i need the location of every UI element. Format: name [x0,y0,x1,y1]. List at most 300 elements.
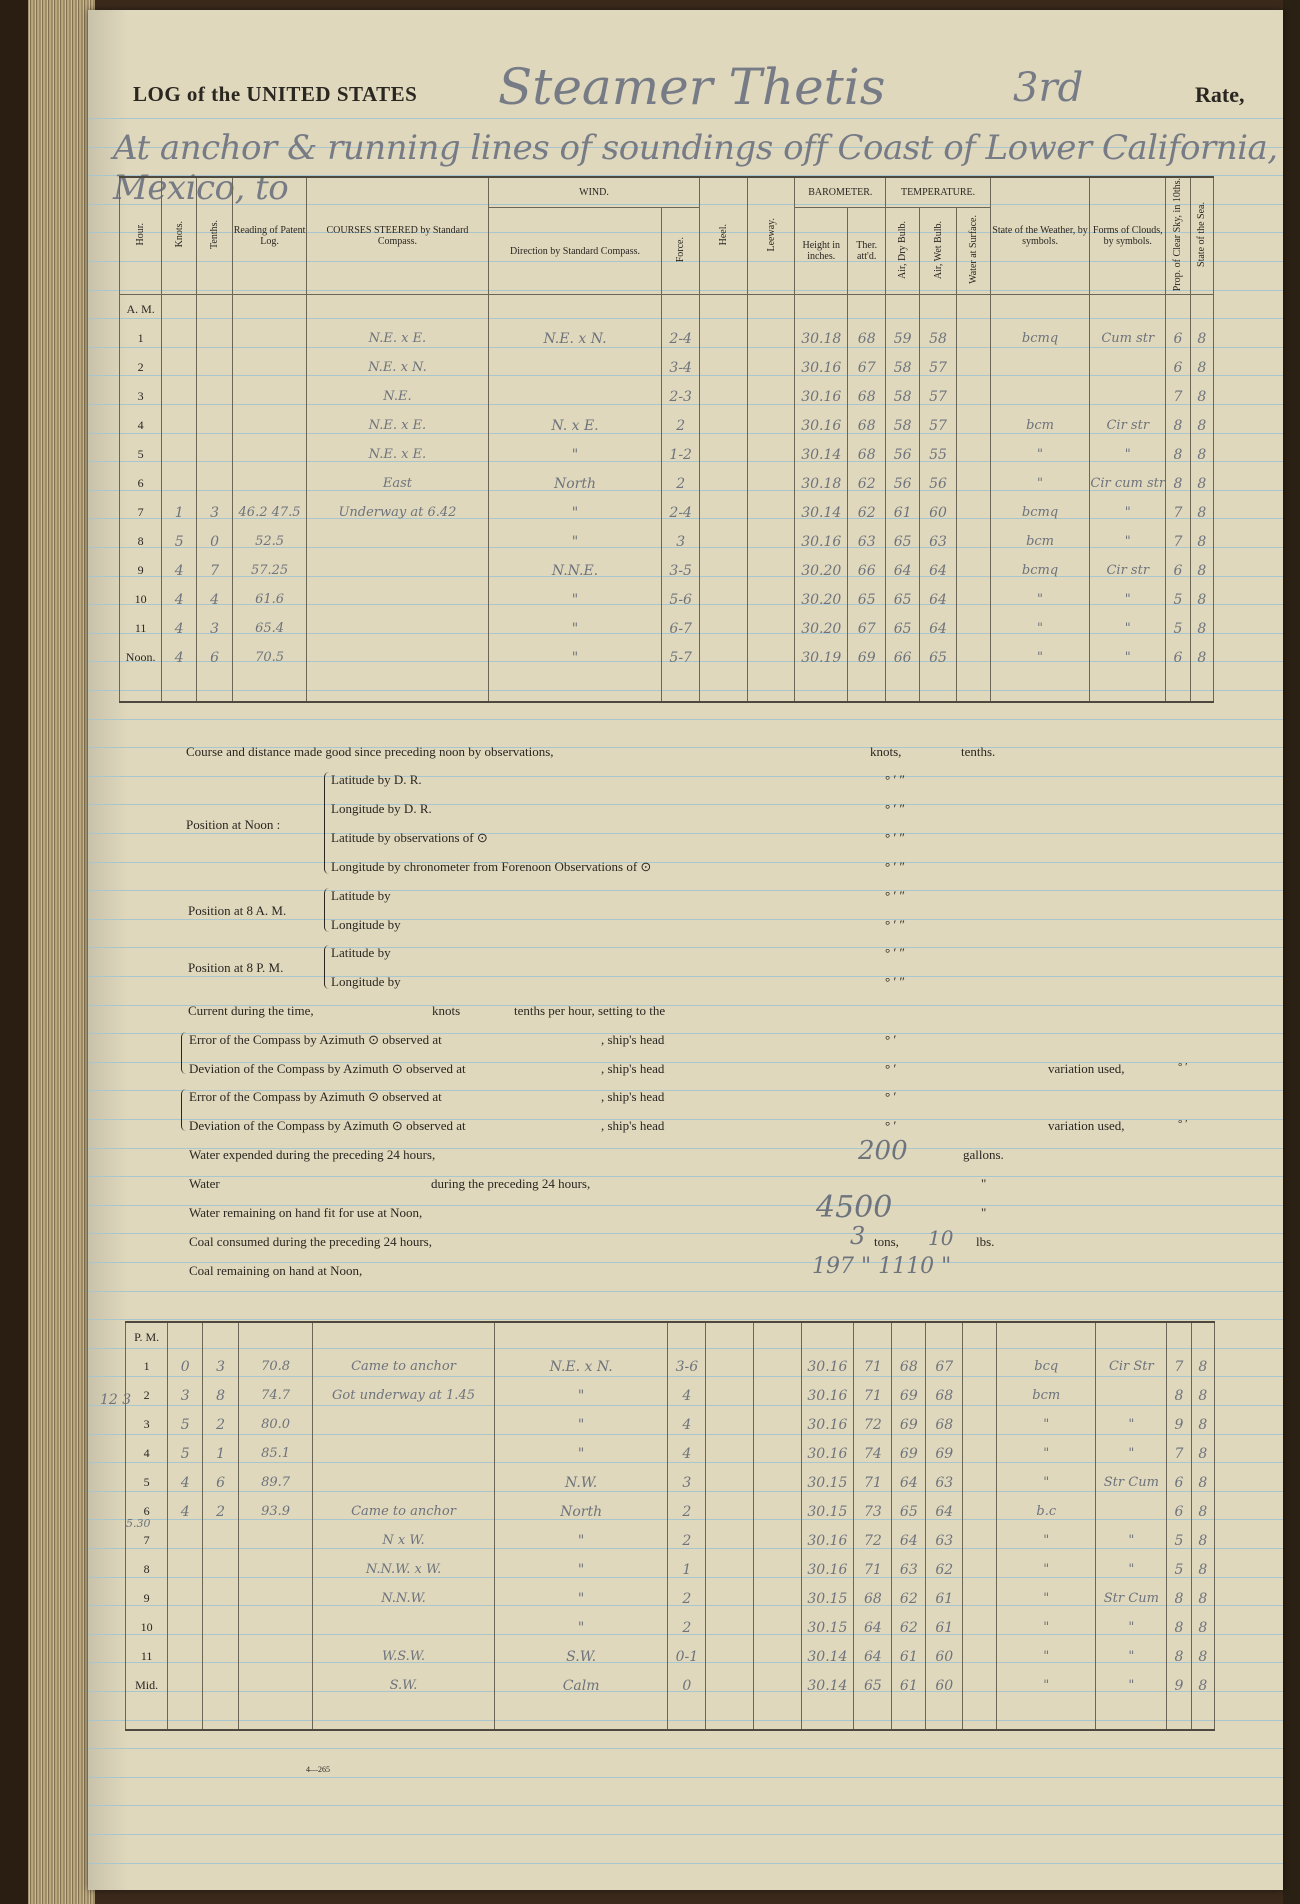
am-dry-cell: 56 [886,469,920,498]
am-force-cell: 3 [662,527,700,556]
am-heel-cell [700,614,748,643]
pm-sea-cell: 8 [1191,1671,1214,1700]
brace [324,888,329,932]
am-ther-cell: 67 [848,614,886,643]
pm-log-cell: 89.7 [239,1468,313,1497]
pm-margin-mark: 12 3 [100,1392,132,1408]
pm-hour: 7 [126,1526,168,1555]
am-tenths-cell: 4 [197,585,233,614]
am-heel-cell [700,527,748,556]
coal-consumed-label: Coal consumed during the preceding 24 hours, [189,1234,432,1249]
am-water-cell [957,324,991,353]
am-bar-cell: 30.18 [795,324,848,353]
pm-sky-cell: 6 [1167,1468,1191,1497]
am-hour: 3 [120,382,162,411]
pm-wet-cell: 64 [926,1497,963,1526]
pm-wind-cell: " [494,1613,667,1642]
pm-sea-cell: 8 [1191,1468,1214,1497]
pm-weather-cell: " [997,1468,1096,1497]
pm-ther-cell: 64 [854,1642,892,1671]
pm-course-cell: Came to anchor [313,1352,495,1381]
am-bar-cell: 30.16 [795,527,848,556]
pm-wind-cell: N.W. [494,1468,667,1497]
error-compass-label: Error of the Compass by Azimuth ⊙ observed at [189,1032,442,1047]
pm-heel-cell [706,1584,754,1613]
am-ther-cell: 69 [848,643,886,672]
am-knots-cell [162,324,197,353]
am-tenths-cell [197,411,233,440]
am-row [120,411,1214,440]
am-sky-cell: 8 [1166,440,1190,469]
am-sky-cell: 6 [1166,324,1190,353]
pm-knots-cell: 5 [168,1410,203,1439]
am-heel-cell [700,469,748,498]
am-row [120,614,1214,643]
am-weather-cell: " [990,469,1089,498]
ruled-line [88,1291,1283,1292]
am-clouds-cell: Cir str [1090,411,1166,440]
am-label-row [120,295,1214,325]
pm-heel-cell [706,1671,754,1700]
am-row [120,353,1214,382]
am-log-cell: 52.5 [233,527,307,556]
am-heel-cell [700,643,748,672]
am-clouds-cell: Cir str [1090,556,1166,585]
am-wind-cell: " [488,614,661,643]
pm-water-cell [963,1468,997,1497]
am-log-cell [233,382,307,411]
pm-tenths-cell: 1 [203,1439,239,1468]
am-force-cell: 6-7 [662,614,700,643]
am-leeway-cell [747,614,795,643]
pm-dry-cell: 62 [892,1584,926,1613]
pm-wind-cell: " [494,1584,667,1613]
water-expended-label: Water expended during the preceding 24 hours, [189,1147,436,1162]
am-water-cell [957,614,991,643]
pm-dry-cell: 64 [892,1468,926,1497]
am-wind-cell: N. x E. [488,411,661,440]
pm-water-cell [963,1642,997,1671]
pm-force-cell: 3 [668,1468,706,1497]
am-dry-cell: 58 [886,382,920,411]
pm-sea-cell: 8 [1191,1352,1214,1381]
pm-log-cell: 85.1 [239,1439,313,1468]
pm-weather-cell: " [997,1613,1096,1642]
am-heel-cell [700,585,748,614]
am-sky-cell: 5 [1166,585,1190,614]
am-clouds-cell: " [1090,643,1166,672]
am-sky-cell: 7 [1166,382,1190,411]
pm-wet-cell: 63 [926,1468,963,1497]
ruled-line [88,804,1283,805]
am-weather-cell: bcmq [990,324,1089,353]
pm-wind-cell: N.E. x N. [494,1352,667,1381]
deg-min: ° ′ [885,1118,897,1133]
am-sea-cell: 8 [1190,643,1213,672]
col-sea: State of the Sea. [1190,177,1213,295]
ruled-line [88,1863,1283,1864]
am-wet-cell: 55 [920,440,957,469]
pm-tenths-cell [203,1555,239,1584]
am-log-cell: 61.6 [233,585,307,614]
pm-row [126,1381,1215,1410]
col-tenths: Tenths. [197,177,233,295]
pm-course-cell [313,1468,495,1497]
pm-log-cell: 74.7 [239,1381,313,1410]
vessel-name: Steamer Thetis [498,58,886,116]
am-log-cell [233,440,307,469]
pm-heel-cell [706,1642,754,1671]
pm-water-cell [963,1352,997,1381]
am-force-cell: 2 [662,411,700,440]
pm-knots-cell [168,1526,203,1555]
deg-min-sec: ° ′ ″ [885,917,905,932]
book-edge-right [1283,0,1300,1904]
deg-min-sec: ° ′ ″ [885,859,905,874]
col-wind-direction: Direction by Standard Compass. [488,208,661,295]
am-heel-cell [700,556,748,585]
water-label: Water [189,1176,220,1191]
am-sea-cell: 8 [1190,614,1213,643]
am-sea-cell: 8 [1190,411,1213,440]
am-clouds-cell: Cum str [1090,324,1166,353]
pm-wind-cell: " [494,1526,667,1555]
am-row [120,643,1214,672]
pm-course-cell: Came to anchor [313,1497,495,1526]
deg-min-sec: ° ′ ″ [885,801,905,816]
pm-log-cell [239,1642,313,1671]
pm-dry-cell: 61 [892,1642,926,1671]
tenths-label: tenths. [961,744,996,759]
am-wind-cell: N.N.E. [488,556,661,585]
am-course-cell: N.E. x E. [307,411,489,440]
pm-clouds-cell: Str Cum [1096,1468,1167,1497]
am-row [120,440,1214,469]
ruled-line [88,890,1283,891]
variation-used-label: variation used, [1048,1061,1125,1076]
ruled-line [88,1805,1283,1806]
pm-hour: 10 [126,1613,168,1642]
am-sea-cell: 8 [1190,469,1213,498]
col-hour: Hour. [120,177,162,295]
ruled-line [88,719,1283,720]
am-sky-cell: 6 [1166,353,1190,382]
col-clouds: Forms of Clouds, by symbols. [1090,177,1166,295]
pm-knots-cell: 0 [168,1352,203,1381]
am-log-cell [233,324,307,353]
pm-row [126,1526,1215,1555]
pm-leeway-cell [753,1642,801,1671]
am-sky-cell: 8 [1166,411,1190,440]
pm-filler-row [126,1700,1215,1730]
pm-sea-cell: 8 [1191,1410,1214,1439]
am-row [120,382,1214,411]
lbs-label: lbs. [976,1234,995,1249]
pm-bar-cell: 30.16 [801,1410,854,1439]
am-water-cell [957,353,991,382]
pm-bar-cell: 30.15 [801,1584,854,1613]
error-compass-label: Error of the Compass by Azimuth ⊙ observed at [189,1089,442,1104]
pm-clouds-cell: Cir Str [1096,1352,1167,1381]
am-log-cell [233,469,307,498]
am-ther-cell: 62 [848,498,886,527]
pm-clouds-cell: " [1096,1555,1167,1584]
am-wet-cell: 63 [920,527,957,556]
am-row [120,585,1214,614]
am-ther-cell: 68 [848,440,886,469]
pm-force-cell: 3-6 [668,1352,706,1381]
ruled-line [88,118,1283,119]
pm-clouds-cell: " [1096,1526,1167,1555]
am-tenths-cell: 0 [197,527,233,556]
pm-knots-cell [168,1671,203,1700]
am-tenths-cell: 7 [197,556,233,585]
am-tenths-cell: 3 [197,614,233,643]
am-knots-cell [162,440,197,469]
pm-sea-cell: 8 [1191,1526,1214,1555]
am-bar-cell: 30.18 [795,469,848,498]
am-heel-cell [700,324,748,353]
ditto-mark: " [981,1176,987,1191]
pm-water-cell [963,1439,997,1468]
am-wet-cell: 64 [920,556,957,585]
deg-min-sec: ° ′ ″ [885,888,905,903]
ruled-line [88,776,1283,777]
pm-heel-cell [706,1497,754,1526]
pm-wet-cell: 68 [926,1381,963,1410]
am-filler-row [120,672,1214,702]
deg-min: ° ′ [885,1089,897,1104]
pm-course-cell: N.N.W. x W. [313,1555,495,1584]
vessel-rate: 3rd [1013,65,1084,111]
pm-tenths-cell [203,1671,239,1700]
am-bar-cell: 30.16 [795,353,848,382]
am-log-cell [233,411,307,440]
pm-weather-cell: bcq [997,1352,1096,1381]
am-dry-cell: 59 [886,324,920,353]
pm-dry-cell: 61 [892,1671,926,1700]
pm-leeway-cell [753,1555,801,1584]
course-distance-label: Course and distance made good since preceding noon by observations, [186,744,554,759]
am-knots-cell [162,353,197,382]
pm-row [126,1671,1215,1700]
deg-min-sec: ° ′ ″ [885,945,905,960]
am-bar-cell: 30.20 [795,556,848,585]
am-weather-cell: " [990,643,1089,672]
pm-ther-cell: 72 [854,1410,892,1439]
pm-sky-cell: 8 [1167,1613,1191,1642]
am-wind-cell: " [488,643,661,672]
pm-weather-cell: " [997,1584,1096,1613]
am-force-cell: 2-4 [662,498,700,527]
pm-heel-cell [706,1439,754,1468]
ruled-line [88,947,1283,948]
ships-head: , ship's head [601,1089,665,1104]
pm-row [126,1584,1215,1613]
am-knots-cell: 4 [162,556,197,585]
pm-leeway-cell [753,1497,801,1526]
am-clouds-cell [1090,382,1166,411]
am-dry-cell: 65 [886,614,920,643]
am-wind-cell: " [488,585,661,614]
pm-wet-cell: 69 [926,1439,963,1468]
am-wet-cell: 57 [920,353,957,382]
am-clouds-cell: " [1090,498,1166,527]
pm-ther-cell: 71 [854,1555,892,1584]
log-subtitle: At anchor & running lines of soundings off Coast of Lower California, Mexico, to [113,128,1278,208]
pm-ther-cell: 65 [854,1671,892,1700]
pm-sky-cell: 7 [1167,1439,1191,1468]
pm-bar-cell: 30.16 [801,1526,854,1555]
pm-wet-cell: 68 [926,1410,963,1439]
pm-bar-cell: 30.14 [801,1642,854,1671]
am-water-cell [957,643,991,672]
pm-ther-cell: 64 [854,1613,892,1642]
pm-weather-cell: " [997,1642,1096,1671]
position-8am-label: Position at 8 A. M. [188,903,287,918]
pm-knots-cell [168,1555,203,1584]
pm-water-cell [963,1671,997,1700]
pm-tenths-cell [203,1642,239,1671]
variation-used-label: variation used, [1048,1118,1125,1133]
am-course-cell: N.E. x E. [307,440,489,469]
form-code: 4—265 [306,1765,330,1774]
am-sea-cell: 8 [1190,498,1213,527]
pm-heel-cell [706,1613,754,1642]
ruled-line [88,1834,1283,1835]
pm-hour: 11 [126,1642,168,1671]
gallons-label: gallons. [963,1147,1004,1162]
am-clouds-cell: Cir cum str [1090,469,1166,498]
pm-hour: 4 [126,1439,168,1468]
am-bar-cell: 30.14 [795,440,848,469]
col-air-wet: Air, Wet Bulb. [920,208,957,295]
am-leeway-cell [747,498,795,527]
am-bar-cell: 30.20 [795,614,848,643]
col-ther-attd: Ther. att'd. [848,208,886,295]
pm-force-cell: 0 [668,1671,706,1700]
am-water-cell [957,556,991,585]
pm-sky-cell: 8 [1167,1642,1191,1671]
am-force-cell: 2 [662,469,700,498]
am-bar-cell: 30.20 [795,585,848,614]
pm-hour: 5 [126,1468,168,1497]
pm-water-cell [963,1584,997,1613]
am-hour: 11 [120,614,162,643]
pm-wet-cell: 60 [926,1642,963,1671]
pm-time-mark: 5.30 [126,1517,151,1530]
am-sea-cell: 8 [1190,382,1213,411]
deviation-compass-label: Deviation of the Compass by Azimuth ⊙ observed at [189,1061,466,1076]
am-knots-cell: 5 [162,527,197,556]
pm-course-cell [313,1439,495,1468]
pm-wind-cell: " [494,1410,667,1439]
variation-mark: ° ′ [1178,1118,1188,1130]
am-course-cell: Underway at 6.42 [307,498,489,527]
pm-hour: 9 [126,1584,168,1613]
pm-hour: 3 [126,1410,168,1439]
am-wet-cell: 57 [920,411,957,440]
pm-wind-cell: North [494,1497,667,1526]
am-row [120,556,1214,585]
pm-water-cell [963,1555,997,1584]
am-leeway-cell [747,411,795,440]
am-sky-cell: 6 [1166,556,1190,585]
pm-force-cell: 1 [668,1555,706,1584]
pm-water-cell [963,1381,997,1410]
long-by-label: Longitude by [331,974,401,989]
am-water-cell [957,440,991,469]
am-ther-cell: 68 [848,382,886,411]
pm-ther-cell: 71 [854,1381,892,1410]
am-force-cell: 2-4 [662,324,700,353]
pm-hour: 6 [126,1497,168,1526]
am-tenths-cell [197,353,233,382]
pm-heel-cell [706,1526,754,1555]
pm-clouds-cell: " [1096,1642,1167,1671]
am-bar-cell: 30.14 [795,498,848,527]
pm-bar-cell: 30.16 [801,1352,854,1381]
am-sea-cell: 8 [1190,440,1213,469]
am-log-cell: 46.2 47.5 [233,498,307,527]
ruled-line [88,1319,1283,1320]
variation-mark: ° ′ [1178,1061,1188,1073]
am-course-cell [307,614,489,643]
am-weather-cell: bcm [990,411,1089,440]
am-course-cell [307,585,489,614]
pm-clouds-cell: " [1096,1439,1167,1468]
ruled-line [88,919,1283,920]
pm-course-cell: W.S.W. [313,1642,495,1671]
am-log-cell [233,353,307,382]
pm-weather-cell: " [997,1410,1096,1439]
pm-force-cell: 4 [668,1381,706,1410]
am-course-cell [307,527,489,556]
pm-dry-cell: 62 [892,1613,926,1642]
brace [324,945,329,989]
pm-weather-cell: " [997,1439,1096,1468]
pm-row [126,1468,1215,1497]
am-ther-cell: 67 [848,353,886,382]
pm-wind-cell: S.W. [494,1642,667,1671]
am-ther-cell: 68 [848,411,886,440]
am-weather-cell: " [990,585,1089,614]
pm-log-cell [239,1526,313,1555]
pm-log-cell [239,1613,313,1642]
pm-course-cell: S.W. [313,1671,495,1700]
pm-wet-cell: 60 [926,1671,963,1700]
am-hour: Noon. [120,643,162,672]
pm-leeway-cell [753,1584,801,1613]
am-ther-cell: 65 [848,585,886,614]
am-knots-cell [162,382,197,411]
pm-tenths-cell: 6 [203,1468,239,1497]
pm-clouds-cell [1096,1381,1167,1410]
am-sea-cell: 8 [1190,353,1213,382]
am-clouds-cell: " [1090,585,1166,614]
pm-course-cell: N x W. [313,1526,495,1555]
am-tenths-cell: 3 [197,498,233,527]
col-weather: State of the Weather, by symbols. [990,177,1089,295]
am-heel-cell [700,498,748,527]
pm-force-cell: 4 [668,1410,706,1439]
position-8pm-label: Position at 8 P. M. [188,960,284,975]
pm-dry-cell: 68 [892,1352,926,1381]
am-leeway-cell [747,353,795,382]
pm-clouds-cell: Str Cum [1096,1584,1167,1613]
current-label: Current during the time, [188,1003,314,1018]
am-weather-cell [990,382,1089,411]
